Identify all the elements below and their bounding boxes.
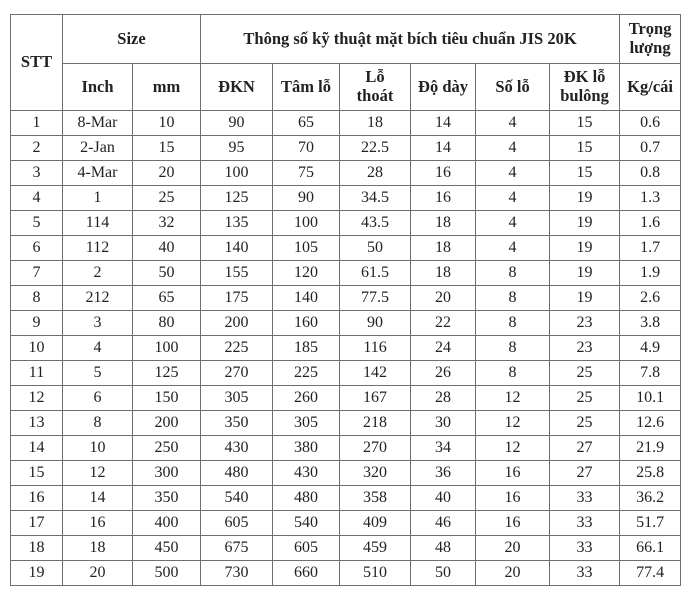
cell-dk-lo: 23 [550, 311, 620, 336]
cell-dk-lo: 27 [550, 461, 620, 486]
header-row-top [11, 15, 681, 64]
cell-weight: 1.9 [620, 261, 681, 286]
cell-dkn: 350 [201, 411, 273, 436]
cell-mm: 32 [133, 211, 201, 236]
table-row [11, 336, 681, 361]
cell-weight: 77.4 [620, 561, 681, 586]
cell-weight: 66.1 [620, 536, 681, 561]
cell-inch: 12 [63, 461, 133, 486]
cell-weight: 10.1 [620, 386, 681, 411]
cell-inch: 1 [63, 186, 133, 211]
cell-lo-thoat: 90 [340, 311, 411, 336]
table-row [11, 161, 681, 186]
table-row [11, 261, 681, 286]
cell-weight: 0.6 [620, 111, 681, 136]
cell-do-day: 16 [411, 186, 476, 211]
cell-dk-lo: 25 [550, 361, 620, 386]
cell-do-day: 48 [411, 536, 476, 561]
cell-so-lo: 8 [476, 361, 550, 386]
header-inch: Inch [63, 64, 133, 111]
cell-tam-lo: 75 [273, 161, 340, 186]
cell-lo-thoat: 22.5 [340, 136, 411, 161]
cell-so-lo: 8 [476, 311, 550, 336]
cell-stt: 12 [11, 386, 63, 411]
cell-stt: 5 [11, 211, 63, 236]
cell-tam-lo: 380 [273, 436, 340, 461]
cell-dkn: 305 [201, 386, 273, 411]
cell-mm: 400 [133, 511, 201, 536]
table-row [11, 536, 681, 561]
table-body [11, 111, 681, 586]
cell-dk-lo: 25 [550, 386, 620, 411]
cell-tam-lo: 160 [273, 311, 340, 336]
header-lo-thoat [340, 64, 411, 111]
table-row [11, 436, 681, 461]
cell-stt: 7 [11, 261, 63, 286]
cell-do-day: 24 [411, 336, 476, 361]
cell-dkn: 140 [201, 236, 273, 261]
cell-dk-lo: 15 [550, 111, 620, 136]
header-lo-thoat-line1: Lỗ [365, 67, 385, 87]
cell-so-lo: 4 [476, 236, 550, 261]
cell-lo-thoat: 409 [340, 511, 411, 536]
cell-so-lo: 16 [476, 511, 550, 536]
cell-tam-lo: 480 [273, 486, 340, 511]
cell-stt: 15 [11, 461, 63, 486]
cell-inch: 4 [63, 336, 133, 361]
cell-so-lo: 8 [476, 336, 550, 361]
header-weight [620, 15, 681, 64]
cell-do-day: 18 [411, 261, 476, 286]
cell-tam-lo: 660 [273, 561, 340, 586]
cell-do-day: 28 [411, 386, 476, 411]
cell-do-day: 34 [411, 436, 476, 461]
table-row [11, 186, 681, 211]
cell-tam-lo: 100 [273, 211, 340, 236]
cell-do-day: 18 [411, 211, 476, 236]
header-stt: STT [11, 15, 63, 111]
cell-tam-lo: 65 [273, 111, 340, 136]
cell-dk-lo: 19 [550, 261, 620, 286]
cell-dkn: 95 [201, 136, 273, 161]
cell-inch: 20 [63, 561, 133, 586]
cell-weight: 36.2 [620, 486, 681, 511]
header-dk-lo [550, 64, 620, 111]
cell-tam-lo: 260 [273, 386, 340, 411]
cell-dk-lo: 23 [550, 336, 620, 361]
cell-lo-thoat: 77.5 [340, 286, 411, 311]
header-weight-line2: lượng [629, 38, 671, 57]
cell-lo-thoat: 358 [340, 486, 411, 511]
cell-inch: 114 [63, 211, 133, 236]
cell-lo-thoat: 116 [340, 336, 411, 361]
cell-weight: 1.3 [620, 186, 681, 211]
cell-mm: 25 [133, 186, 201, 211]
table-row [11, 561, 681, 586]
cell-mm: 100 [133, 336, 201, 361]
cell-do-day: 40 [411, 486, 476, 511]
cell-inch: 5 [63, 361, 133, 386]
cell-mm: 40 [133, 236, 201, 261]
table-row [11, 236, 681, 261]
cell-stt: 3 [11, 161, 63, 186]
cell-so-lo: 20 [476, 561, 550, 586]
cell-inch: 3 [63, 311, 133, 336]
cell-mm: 450 [133, 536, 201, 561]
cell-so-lo: 12 [476, 436, 550, 461]
cell-dkn: 100 [201, 161, 273, 186]
table-row [11, 511, 681, 536]
cell-dkn: 125 [201, 186, 273, 211]
table-row [11, 361, 681, 386]
cell-inch: 2 [63, 261, 133, 286]
cell-weight: 0.7 [620, 136, 681, 161]
cell-stt: 19 [11, 561, 63, 586]
cell-dkn: 90 [201, 111, 273, 136]
table-row [11, 286, 681, 311]
cell-mm: 350 [133, 486, 201, 511]
cell-inch: 16 [63, 511, 133, 536]
cell-lo-thoat: 43.5 [340, 211, 411, 236]
cell-mm: 150 [133, 386, 201, 411]
cell-so-lo: 16 [476, 461, 550, 486]
cell-stt: 9 [11, 311, 63, 336]
cell-dk-lo: 15 [550, 161, 620, 186]
cell-tam-lo: 540 [273, 511, 340, 536]
header-lo-thoat-line2: thoát [356, 86, 394, 105]
cell-mm: 10 [133, 111, 201, 136]
table-row [11, 111, 681, 136]
header-row-sub [11, 64, 681, 111]
cell-do-day: 36 [411, 461, 476, 486]
cell-mm: 125 [133, 361, 201, 386]
cell-weight: 25.8 [620, 461, 681, 486]
cell-stt: 1 [11, 111, 63, 136]
cell-so-lo: 4 [476, 111, 550, 136]
cell-so-lo: 4 [476, 211, 550, 236]
table-row [11, 386, 681, 411]
cell-stt: 16 [11, 486, 63, 511]
cell-mm: 500 [133, 561, 201, 586]
cell-dk-lo: 15 [550, 136, 620, 161]
cell-inch: 212 [63, 286, 133, 311]
cell-lo-thoat: 459 [340, 536, 411, 561]
header-size: Size [63, 15, 201, 64]
cell-stt: 13 [11, 411, 63, 436]
cell-dkn: 730 [201, 561, 273, 586]
cell-stt: 10 [11, 336, 63, 361]
cell-do-day: 22 [411, 311, 476, 336]
cell-dkn: 200 [201, 311, 273, 336]
header-dk-lo-line2: bulông [560, 86, 609, 105]
cell-weight: 7.8 [620, 361, 681, 386]
cell-dk-lo: 19 [550, 186, 620, 211]
cell-dkn: 175 [201, 286, 273, 311]
cell-so-lo: 8 [476, 286, 550, 311]
cell-dk-lo: 27 [550, 436, 620, 461]
cell-so-lo: 4 [476, 136, 550, 161]
header-mm: mm [133, 64, 201, 111]
cell-inch: 4-Mar [63, 161, 133, 186]
cell-so-lo: 12 [476, 386, 550, 411]
table-row [11, 311, 681, 336]
cell-do-day: 14 [411, 136, 476, 161]
header-do-day: Độ dày [411, 64, 476, 111]
cell-tam-lo: 105 [273, 236, 340, 261]
cell-do-day: 18 [411, 236, 476, 261]
cell-so-lo: 4 [476, 186, 550, 211]
table-row [11, 136, 681, 161]
cell-mm: 20 [133, 161, 201, 186]
cell-mm: 15 [133, 136, 201, 161]
cell-inch: 2-Jan [63, 136, 133, 161]
cell-lo-thoat: 167 [340, 386, 411, 411]
cell-lo-thoat: 61.5 [340, 261, 411, 286]
cell-dkn: 135 [201, 211, 273, 236]
cell-lo-thoat: 270 [340, 436, 411, 461]
cell-mm: 250 [133, 436, 201, 461]
cell-so-lo: 12 [476, 411, 550, 436]
cell-weight: 0.8 [620, 161, 681, 186]
table-row [11, 211, 681, 236]
cell-stt: 4 [11, 186, 63, 211]
cell-dkn: 540 [201, 486, 273, 511]
cell-do-day: 46 [411, 511, 476, 536]
cell-mm: 80 [133, 311, 201, 336]
cell-tam-lo: 90 [273, 186, 340, 211]
cell-dkn: 155 [201, 261, 273, 286]
cell-stt: 17 [11, 511, 63, 536]
cell-inch: 8 [63, 411, 133, 436]
cell-weight: 12.6 [620, 411, 681, 436]
cell-do-day: 50 [411, 561, 476, 586]
header-dk-lo-line1: ĐK lỗ [563, 67, 606, 87]
cell-lo-thoat: 18 [340, 111, 411, 136]
cell-inch: 8-Mar [63, 111, 133, 136]
cell-tam-lo: 605 [273, 536, 340, 561]
cell-tam-lo: 305 [273, 411, 340, 436]
cell-tam-lo: 225 [273, 361, 340, 386]
header-kg-cai: Kg/cái [620, 64, 681, 111]
cell-inch: 18 [63, 536, 133, 561]
cell-dk-lo: 33 [550, 486, 620, 511]
cell-weight: 4.9 [620, 336, 681, 361]
cell-dk-lo: 19 [550, 236, 620, 261]
cell-weight: 1.6 [620, 211, 681, 236]
cell-so-lo: 8 [476, 261, 550, 286]
cell-mm: 50 [133, 261, 201, 286]
table-row [11, 411, 681, 436]
cell-do-day: 14 [411, 111, 476, 136]
cell-dkn: 605 [201, 511, 273, 536]
cell-stt: 18 [11, 536, 63, 561]
cell-stt: 11 [11, 361, 63, 386]
cell-tam-lo: 140 [273, 286, 340, 311]
table-row [11, 486, 681, 511]
header-weight-line1: Trọng [628, 19, 672, 39]
cell-stt: 6 [11, 236, 63, 261]
cell-so-lo: 4 [476, 161, 550, 186]
table-row [11, 461, 681, 486]
cell-inch: 6 [63, 386, 133, 411]
cell-dk-lo: 25 [550, 411, 620, 436]
cell-dk-lo: 33 [550, 561, 620, 586]
cell-weight: 51.7 [620, 511, 681, 536]
cell-dk-lo: 19 [550, 211, 620, 236]
cell-mm: 200 [133, 411, 201, 436]
cell-tam-lo: 70 [273, 136, 340, 161]
cell-dkn: 225 [201, 336, 273, 361]
cell-lo-thoat: 142 [340, 361, 411, 386]
cell-so-lo: 20 [476, 536, 550, 561]
cell-do-day: 26 [411, 361, 476, 386]
cell-dkn: 675 [201, 536, 273, 561]
header-tam-lo: Tâm lỗ [273, 64, 340, 111]
cell-inch: 10 [63, 436, 133, 461]
header-dkn: ĐKN [201, 64, 273, 111]
cell-do-day: 16 [411, 161, 476, 186]
cell-dkn: 480 [201, 461, 273, 486]
cell-dkn: 270 [201, 361, 273, 386]
cell-weight: 21.9 [620, 436, 681, 461]
cell-lo-thoat: 50 [340, 236, 411, 261]
cell-stt: 8 [11, 286, 63, 311]
cell-dkn: 430 [201, 436, 273, 461]
cell-so-lo: 16 [476, 486, 550, 511]
header-so-lo: Số lỗ [476, 64, 550, 111]
cell-dk-lo: 33 [550, 536, 620, 561]
cell-tam-lo: 120 [273, 261, 340, 286]
cell-lo-thoat: 28 [340, 161, 411, 186]
cell-lo-thoat: 510 [340, 561, 411, 586]
cell-lo-thoat: 320 [340, 461, 411, 486]
cell-stt: 14 [11, 436, 63, 461]
cell-lo-thoat: 218 [340, 411, 411, 436]
cell-lo-thoat: 34.5 [340, 186, 411, 211]
cell-inch: 112 [63, 236, 133, 261]
cell-weight: 3.8 [620, 311, 681, 336]
cell-mm: 65 [133, 286, 201, 311]
cell-do-day: 30 [411, 411, 476, 436]
cell-mm: 300 [133, 461, 201, 486]
flange-spec-table [10, 14, 681, 586]
header-spec-title: Thông số kỹ thuật mặt bích tiêu chuẩn JIS 20K [201, 15, 620, 64]
cell-tam-lo: 185 [273, 336, 340, 361]
cell-tam-lo: 430 [273, 461, 340, 486]
cell-dk-lo: 33 [550, 511, 620, 536]
cell-do-day: 20 [411, 286, 476, 311]
cell-weight: 1.7 [620, 236, 681, 261]
cell-dk-lo: 19 [550, 286, 620, 311]
cell-weight: 2.6 [620, 286, 681, 311]
cell-stt: 2 [11, 136, 63, 161]
cell-inch: 14 [63, 486, 133, 511]
